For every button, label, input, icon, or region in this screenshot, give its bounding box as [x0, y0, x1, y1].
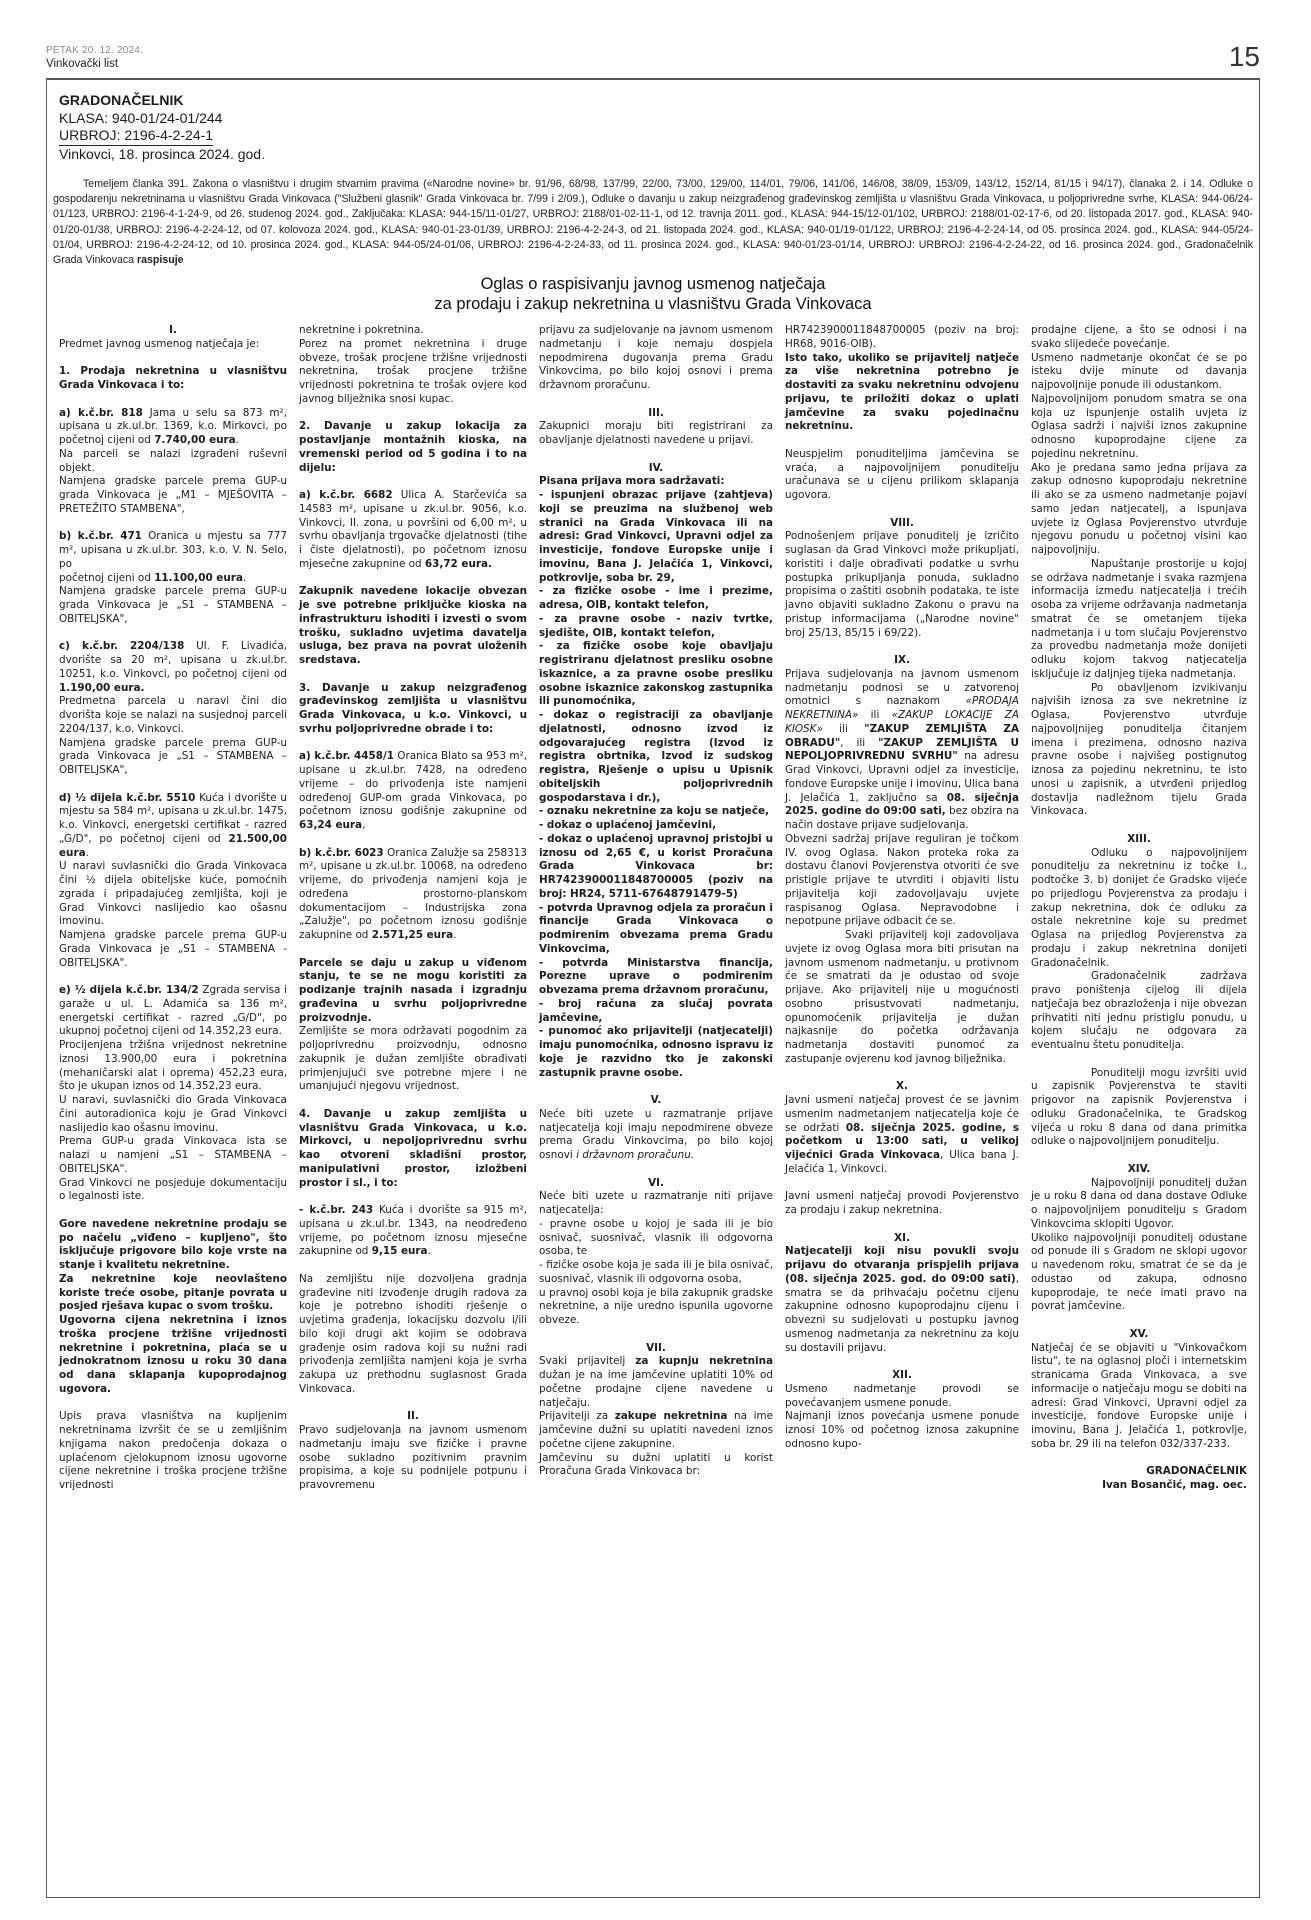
section-heading	[539, 1094, 773, 1108]
text-segment: Zgrada servisa i garaže u ul. L. Adamića sa 136 m², energetski certifikat - razred „G/D", po ukupnoj početnoj cijeni od 14.352,23 eura.	[59, 984, 287, 1038]
section-heading	[299, 1410, 527, 1424]
text-segment: Zemljište se mora održavati pogodnim za poljoprivrednu proizvodnju, odnosno zakupnik je dužan zemljište obrađivati primjenjujući sve potrebne mjere i ne umanjujući njegovu vrijednost.	[299, 1025, 527, 1093]
text-segment: - dokaz o uplaćenoj upravnoj pristojbi u iznosu od 2,65 €, u korist Proračuna Grada Vinkovaca br: HR7423900011848700005 (poziv na broj: HR24, 5711-67648791479-5)	[539, 832, 773, 900]
text-segment: i državnom proračunu.	[576, 1149, 695, 1162]
text-segment: V.	[650, 1094, 662, 1107]
text-segment: Temeljem članka 391. Zakona o vlasništvu i drugim stvarnim pravima («Narodne novine» br. 91/96, 68/98, 137/99, 22/00, 73/00, 129/00, 114/01, 79/06, 141/06, 146/08, 38/09, 153/09, 143/12, 152/14, 81/15 i 94/17), članaka 2. i 14. Odluke o gospodarenju nekretninama u vlasništvu Grada Vinkovaca ("Službeni glasnik" Grada Vinkovaca br. 7/99 i 2/09.), Odluke o davanju u zakup neizgrađenog građevinskog zemljišta u vlasništvu Grada Vinkovaca, u poljoprivredne svrhe, KLASA: 944-06/24-01/123, URBROJ: 2196-4-1-24-9, od 26. studenog 2024. god., Zaključaka: KLASA: 944-15/11-01/27, URBROJ: 2188/01-02-11-1, od 12. travnja 2011. god., KLASA: 944-15/12-01/102, URBROJ: 2188/01-02-17-6, od 20. listopada 2017. god., KLASA: 940-01/20-01/38, URBROJ: 2196-4-2-24-12, od 07. kolovoza 2024. god., KLASA: 940-01-23-01/39, URBROJ: 2196-4-2-24-3, od 21. listopada 2024. god., KLASA: 940-01/19-01/122, URBROJ: 2196-4-2-24-14, od 05. prosinca 2024. god., KLASA: 944-05/24-01/04, URBROJ: 2196-4-2-24-12, od 10. prosinca 2024. god., KLASA: 944-05/24-01/06, URBROJ: 2196-4-2-24-33, od 11. prosinca 2024. god., KLASA: 940-01/23-01/14, URBROJ: URBROJ: 2196-4-2-24-22, od 16. prosinca 2024. god., Gradonačelnik Grada Vinkovaca	[53, 178, 1253, 267]
paragraph	[299, 338, 527, 407]
text-segment: zakupe nekretnina	[614, 1410, 728, 1423]
issuer-urbroj: URBROJ: 2196-4-2-24-1	[59, 127, 213, 146]
text-segment: Grad Vinkovci ne posjeduje dokumentaciju o legalnosti iste.	[59, 1176, 287, 1203]
paragraph	[539, 324, 773, 393]
text-segment: II.	[407, 1410, 419, 1423]
paragraph	[299, 324, 527, 338]
text-segment: - potvrda Upravnog odjela za proračun i financije Grada Vinkovaca o podmirenim obvezama prema Gradu Vinkovcima,	[539, 901, 773, 955]
text-segment: Neće biti uzete u razmatranje prijave natjecatelja koji imaju nepodmirene obveze prema Gradu Vinkovcima, po bilo kojoj osnovi	[539, 1107, 773, 1162]
text-segment: Namjena gradske parcele prema GUP-u Grada Vinkovaca je „S1 – STAMBENA - OBITELJSKA".	[59, 929, 287, 969]
paragraph	[299, 420, 527, 475]
issuer-urbroj-row	[59, 110, 1253, 128]
paragraph	[59, 572, 287, 586]
paragraph	[1031, 352, 1247, 393]
paragraph	[59, 365, 287, 393]
issue-date: PETAK 20. 12. 2024.	[46, 45, 144, 56]
text-segment: - broj računa za slučaj povrata jamčevine,	[539, 997, 773, 1024]
section-heading	[785, 1080, 1019, 1094]
text-segment: za kupnju nekretnina	[635, 1355, 773, 1368]
paragraph	[299, 682, 527, 737]
text-segment: 1. Prodaja nekretnina u vlasništvu Grada Vinkovaca i to:	[59, 365, 287, 392]
paragraph	[539, 1259, 773, 1287]
text-segment: nekretnine i pokretnina.	[299, 324, 424, 337]
text-segment: dužan je na ime jamčevine uplatiti 10% od početne prodajne cijene navedene u natječaju.	[539, 1369, 773, 1409]
text-segment: Oranica Blato sa 953 m², upisane u zk.ul.br. 7428, na određeno vrijeme – do privođenja iste namjeni određenoj GUP-om grada Vinkovaca, po početnom iznosu godišnje zakupnine od	[299, 750, 527, 818]
text-segment: Ulica A. Starčevića sa 14583 m², upisane u zk.ul.br. 9056, k.o. Vinkovci, II. zona, u površini od 6,00 m², u svrhu obavljanja trgovačke djelatnosti (tihe i čiste djelatnosti), po početnom iznosu mjesečne zakupnine od	[299, 489, 527, 570]
text-segment: Oranica u mjestu sa 777 m², upisana u zk.ul.br. 303, k.o. V. N. Selo, po	[59, 530, 287, 570]
text-segment: Jamčevinu su dužni uplatiti u korist Proračuna Grada Vinkovaca br:	[539, 1451, 773, 1478]
paragraph	[785, 1410, 1019, 1451]
text-segment: XIV.	[1127, 1162, 1151, 1175]
section-heading	[539, 462, 773, 476]
text-column-3	[533, 324, 779, 1493]
text-segment: Podnošenjem prijave ponuditelj je izričito suglasan da Grad Vinkovci može prikupljati, koristiti i dalje obrađivati podatke u svrhu postupka prikupljanja ponuda, sukladno propisima o zaštiti osobnih podataka, te iste javno objaviti sukladno Zakonu o pravu na pristup informacijama („Narodne novine" broj 25/13, 85/15 i 69/22).	[785, 530, 1019, 639]
text-segment: I.	[169, 324, 177, 337]
paragraph	[1031, 1177, 1247, 1232]
paragraph	[299, 957, 527, 1026]
paragraph	[299, 489, 527, 572]
paragraph	[539, 1108, 773, 1163]
text-segment: Ako je predana samo jedna prijava za zakup odnosno kupoprodaju nekretnine ili ako se za usmeno nadmetanje pojavi samo jedan natjecatelj, a ispunjava uvjete iz Oglasa Povjerenstvo utvrđuje njegovu ponudu u početnoj visini kao najpovoljniju.	[1031, 461, 1247, 557]
paragraph	[59, 407, 287, 448]
text-segment: u pravnoj osobi koja je bila zakupnik gradske nekretnine, a nije uredno ispunila ugovorne obveze.	[539, 1286, 773, 1327]
text-segment: , ili	[840, 736, 879, 749]
paragraph	[1031, 393, 1247, 462]
paragraph	[299, 585, 527, 668]
masthead-left	[46, 44, 143, 72]
text-columns	[53, 324, 1253, 1493]
text-segment: Obvezni sadržaj prijave reguliran je točkom IV. ovog Oglasa. Nakon proteka roka za dostavu članovi Povjerenstva otvoriti će sve pristigle prijave te utvrditi i objaviti listu prijavitelja koji zadovoljavaju uvjete raspisanog Oglasa. Nepravodobne i nepotpune prijave odbacit će se.	[785, 832, 1019, 928]
text-segment: Namjena gradske parcele prema GUP-u grada Vinkovaca je „S1 – STAMBENA – OBITELJSKA",	[59, 585, 287, 625]
text-segment: Prijava sudjelovanja na javnom usmenom nadmetanju podnosi se u zatvorenoj omotnici s naznakom	[785, 667, 1019, 708]
text-segment: 4. Davanje u zakup zemljišta u vlasništvu Grada Vinkovaca, u k.o. Mirkovci, u nepoljoprivrednu svrhu kao otvoreni skladišni prostor, manipulativni prostor, izložbeni prostor i sl., i to:	[299, 1107, 527, 1189]
issuer-place-date: Vinkovci, 18. prosinca 2024. god.	[59, 145, 265, 162]
paragraph	[299, 1424, 527, 1493]
paragraph	[539, 613, 773, 641]
paragraph	[299, 847, 527, 943]
section-heading	[1031, 1328, 1247, 1342]
text-segment: Neuspjelim ponuditeljima jamčevina se vraća, a najpovoljnijem ponuditelju uračunava se u cijenu prilikom sklapanja ugovora.	[785, 447, 1019, 502]
text-column-5	[1025, 324, 1253, 1493]
text-segment: Parcele se daju u zakup u viđenom stanju, te se ne mogu koristiti za podizanje trajnih nasada i izgradnju građevina u svrhu poljoprivredne proizvodnje.	[299, 956, 527, 1024]
text-segment: XII.	[892, 1369, 912, 1382]
text-segment: Gore navedene nekretnine prodaju se po načelu „viđeno – kupljeno", što isključuje prigovore bilo koje vrste na stanje i kvalitetu nekretnine.	[59, 1217, 287, 1272]
text-segment: "ZAKUP ZEMLJIŠTA ZA OBRADU"	[785, 722, 1019, 749]
text-segment: Svaki prijavitelj	[539, 1355, 636, 1368]
paragraph	[539, 1190, 773, 1218]
paragraph	[59, 860, 287, 929]
text-segment: Usmeno nadmetanje provodi se povećavanjem usmene ponude.	[785, 1382, 1019, 1409]
paragraph	[539, 475, 773, 489]
text-segment: XI.	[894, 1231, 910, 1244]
text-segment: Isto tako, ukoliko se prijavitelj natječe za više nekretnina potrebno je dostaviti za svaku nekretninu odvojenu prijavu, te priložiti dokaz o uplati jamčevine za svaku pojedinačnu nekretninu.	[785, 351, 1019, 433]
text-segment: - fizičke osobe koja je sada ili je bila osnivač, suosnivač, vlasnik ili odgovorna osoba,	[539, 1259, 773, 1285]
text-segment: b) k.č.br. 471	[59, 530, 142, 543]
paragraph	[59, 1094, 287, 1135]
paragraph	[1031, 1479, 1247, 1493]
issuer-klasa: KLASA: 940-01/24-01/244	[59, 109, 223, 126]
text-segment: IV.	[648, 461, 664, 474]
paragraph	[59, 1177, 287, 1205]
paragraph	[299, 1273, 527, 1397]
paragraph	[59, 792, 287, 861]
text-segment: Oranica Zalužje sa 258313 m², upisane u zk.ul.br. 10068, na određeno vrijeme, do privođenja namjeni koja je određena prostorno-planskom dokumentacijom – Industrijska zona „Zalužje", po početnom iznosu godišnje zakupnine od	[299, 846, 527, 942]
text-segment: ,	[362, 819, 366, 832]
text-segment: Na parceli se nalazi izgrađeni ruševni objekt.	[59, 447, 287, 474]
text-segment: bez obzira na način dostave prijave sudjelovanja.	[785, 805, 1019, 832]
paragraph	[539, 805, 773, 819]
text-segment: Ul. F. Livadića, dvorište sa 20 m², upisana u zk.ul.br. 10251, k.o. Vinkovci, po početnoj cijeni od	[59, 640, 287, 680]
text-segment: Porez na promet nekretnina i druge obveze, trošak procjene tržišne vrijednosti nekretnina, trošak procjene tržišne vrijednosti pokretnina te trošak ovjere kod javnog bilježnika snosi kupac.	[299, 337, 527, 405]
paragraph	[539, 902, 773, 957]
text-column-1	[53, 324, 293, 1493]
text-segment: Predmet javnog usmenog natječaja je:	[59, 337, 260, 350]
text-segment: .	[453, 929, 457, 942]
text-segment: .	[85, 846, 89, 859]
text-segment: III.	[648, 406, 664, 419]
text-segment: - oznaku nekretnine za koju se natječe,	[539, 805, 769, 818]
paragraph	[59, 737, 287, 778]
text-segment: na adresu Grad Vinkovci, Upravni odjel za investicije, fondove Europske unije i imovinu, Ulica bana J. Jelačića 1, zaključno sa	[785, 750, 1019, 804]
text-segment: ili	[822, 722, 865, 735]
paragraph	[539, 640, 773, 709]
text-segment: - pravne osobe u kojoj je sada ili je bio osnivač, suosnivač, vlasnik ili odgovorna osoba, te	[539, 1217, 773, 1258]
text-segment: Neće biti uzete u razmatranje niti prijave natjecatelja:	[539, 1190, 773, 1217]
section-heading	[785, 1232, 1019, 1246]
paragraph	[539, 420, 773, 448]
text-segment: Zakupnici moraju biti registrirani za obavljanje djelatnosti navedene u prijavi.	[539, 420, 773, 447]
paragraph	[299, 1025, 527, 1094]
text-segment: 08. siječnja 2025. godine, s početkom u 13:00 sati, u velikoj vijećnici Grada Vinkovaca	[785, 1121, 1019, 1162]
paragraph	[785, 833, 1019, 929]
text-segment: VIII.	[890, 516, 914, 529]
text-segment: b) k.č.br. 6023	[299, 846, 384, 859]
section-heading	[785, 517, 1019, 531]
text-segment: Gradonačelnik zadržava pravo poništenja cijelog ili dijela natječaja bez obrazloženja i nije obvezan prihvatiti niti jednu pristiglu ponudu, u kojem slučaju ne odgovara za eventualnu štetu ponuditelja.	[1031, 970, 1247, 1052]
paragraph	[539, 1410, 773, 1451]
paragraph	[1031, 1067, 1247, 1150]
text-segment: Namjena gradske parcele prema GUP-u grada Vinkovaca je „S1 – STAMBENA – OBITELJSKA",	[59, 736, 287, 777]
text-segment: Prema GUP-u grada Vinkovaca ista se nalazi u namjeni „S1 – STAMBENA – OBITELJSKA".	[59, 1135, 287, 1175]
text-segment: VII.	[646, 1341, 666, 1354]
paragraph	[1031, 847, 1247, 971]
text-segment: prijavu za sudjelovanje na javnom usmenom nadmetanju i koje nemaju dospjela nepodmirena dugovanja prema Gradu Vinkovcima, po bilo kojoj osnovi i prema državnom proračunu.	[539, 324, 773, 392]
text-segment: «ZAKUP LOKACIJE ZA KIOSK»	[785, 709, 1019, 735]
text-segment: - za fizičke osobe - ime i prezime, adresa, OIB, kontakt telefon,	[539, 585, 773, 612]
paragraph	[299, 1108, 527, 1191]
text-segment: Svaki prijavitelj koji zadovoljava uvjete iz ovog Oglasa mora biti prisutan na javnom usmenom nadmetanju, u protivnom će se smatrati da je odustao od svoje prijave. Ako prijavitelj nije u mogućnosti osobno prisustvovati nadmetanju, opunomoćenik prijavitelja je dužan najkasnije do početka održavanja nadmetanja dostaviti punomoć za zastupanje ovjerenu kod javnog bilježnika.	[785, 929, 1019, 1065]
paragraph	[59, 640, 287, 695]
paragraph	[785, 1190, 1019, 1218]
text-segment: e) ½ dijela k.č.br. 134/2	[59, 984, 199, 997]
paragraph	[59, 1218, 287, 1273]
section-heading	[539, 407, 773, 421]
paragraph	[1031, 1342, 1247, 1452]
text-segment: IX.	[894, 654, 910, 667]
text-segment: 2. Davanje u zakup lokacija za postavljanje montažnih kioska, na vremenski period od 5 godina i to na dijelu:	[299, 420, 527, 474]
text-segment: 3. Davanje u zakup neizgrađenog građevinskog zemljišta u vlasništvu Grada Vinkovaca, u k.o. Vinkovci, u svrhu poljoprivredne obrade i to:	[299, 681, 527, 735]
paragraph	[539, 1025, 773, 1080]
paragraph	[1031, 462, 1247, 558]
paragraph	[539, 819, 773, 833]
text-segment: Na zemljištu nije dozvoljena gradnja građevine niti izvođenje drugih radova za koje je potrebno ishoditi rješenje o uvjetima građenja, lokacijsku dozvolu i/ili bilo koji drugi akt kojim se odobrava građenje osim radova koji su nužni radi privođenja zemljišta namjeni koja je svrha zakupa uz prethodnu suglasnost Grada Vinkovaca.	[299, 1272, 527, 1395]
section-heading	[1031, 1163, 1247, 1177]
paragraph	[785, 530, 1019, 640]
text-segment: Natjecatelji koji nisu povukli svoju prijavu do otvaranja prispjelih prijava (08. siječnja 2025. god. do 09:00 sati)	[785, 1245, 1019, 1285]
text-segment: Ponuditelji mogu izvršiti uvid u zapisnik Povjerenstva te staviti prigovor na zapisnik Povjerenstva i odluku Gradonačelnika, te Gradskog vijeća u roku 8 dana od dana primitka odluke o najpovoljnijem ponuditelju.	[1031, 1066, 1247, 1148]
text-segment: a) k.č.br. 4458/1	[299, 750, 394, 763]
paragraph	[1031, 324, 1247, 352]
text-segment: Ivan Bosančić, mag. oec.	[1102, 1479, 1247, 1492]
text-segment: Kuća i dvorište u mjestu sa 584 m², upisana u zk.ul.br. 1475, k.o. Vinkovci, energetski certifikat - razred „G/D", po početnoj cijeni od	[59, 791, 287, 845]
text-segment: 1.190,00 eura.	[59, 681, 145, 694]
text-segment: ili	[858, 709, 892, 722]
section-heading	[785, 1369, 1019, 1383]
section-heading	[785, 654, 1019, 668]
text-segment: 08. siječnja 2025. godine do 09:00 sati,	[785, 791, 1019, 818]
paragraph	[59, 695, 287, 736]
paragraph	[299, 750, 527, 833]
paragraph	[59, 1039, 287, 1094]
paragraph	[299, 1204, 527, 1259]
text-segment: HR7423900011848700005 (poziv na broj: HR68, 9016-OIB).	[785, 324, 1019, 350]
text-segment: Prijavitelji za	[539, 1410, 615, 1423]
text-segment: raspisuje	[137, 254, 184, 267]
section-heading	[539, 1177, 773, 1191]
text-segment: c) k.č.br. 2204/138	[59, 640, 185, 653]
text-segment: - za fizičke osobe koje obavljaju registriranu djelatnost presliku osobne iskaznice, a za pravne osobe presliku osobne iskaznice zakonskog zastupnika ili punomoćnika,	[539, 640, 773, 708]
section-heading	[539, 1342, 773, 1356]
text-segment: Jama u selu sa 873 m², upisana u zk.ul.br. 1369, k.o. Mirkovci, po početnoj cijeni od	[59, 406, 287, 447]
paragraph	[785, 929, 1019, 1067]
paragraph	[59, 984, 287, 1039]
paragraph	[59, 1273, 287, 1314]
text-segment: X.	[896, 1080, 908, 1093]
text-segment: Pravo sudjelovanja na javnom usmenom nadmetanju imaju sve fizičke i pravne osobe sukladno pozitivnim pravnim propisima, a koje su podnijele potpunu i pravovremenu	[299, 1424, 527, 1492]
paragraph	[785, 352, 1019, 435]
text-segment: a) k.č.br. 818	[59, 406, 143, 419]
text-segment: 63,24 eura	[299, 819, 363, 832]
text-segment: Za nekretnine koje neovlašteno koriste treće osobe, pitanje povrata u posjed rješava kupac o svom trošku.	[59, 1272, 287, 1313]
paragraph	[1031, 1232, 1247, 1315]
paragraph	[785, 448, 1019, 503]
text-segment: Po obavljenom izvikivanju najviših iznosa za sve nekretnine iz Oglasa, Povjerenstvo utvrđuje najpovoljnijeg ponuditelja čitanjem imena i prezimena, odnosno naziva pravne osobe i najvišeg postignutog iznosa za pojedinu nekretninu, te isto unosi u zapisnik, a utvrđeni prijedlog dostavlja nadležnom tijelu Grada Vinkovaca.	[1031, 681, 1247, 818]
text-segment: - potvrda Ministarstva financija, Porezne uprave o podmirenim obvezama prema državnom proračunu,	[539, 956, 773, 997]
text-segment: GRADONAČELNIK	[1146, 1465, 1247, 1478]
newspaper-name: Vinkovački list	[46, 58, 119, 70]
text-segment: - za pravne osobe - naziv tvrtke, sjedište, OIB, kontakt telefon,	[539, 612, 773, 639]
paragraph	[1031, 558, 1247, 682]
masthead	[46, 40, 1260, 78]
paragraph	[1031, 970, 1247, 1053]
text-segment: «PRODAJA NEKRETNINA»	[785, 695, 1019, 722]
text-segment: Namjena gradske parcele prema GUP-u grada Vinkovaca je „M1 – MJEŠOVITA – PRETEŽITO STAMBENA",	[59, 475, 287, 515]
preamble	[53, 177, 1253, 268]
paragraph	[539, 1452, 773, 1480]
paragraph	[539, 998, 773, 1026]
paragraph	[785, 324, 1019, 352]
text-segment: početnoj cijeni od	[59, 571, 155, 584]
text-segment: .	[242, 571, 247, 584]
text-segment: Javni usmeni natječaj provest će se javnim usmenim nadmetanjem natjecatelja koje će se održati	[785, 1094, 1019, 1134]
text-segment: Kuća i dvorište sa 915 m², upisana u zk.ul.br. 1343, na neodređeno vrijeme, po početnom iznosu mjesečne zakupnine od	[299, 1204, 527, 1258]
text-segment: XV.	[1129, 1327, 1149, 1340]
paragraph	[1031, 682, 1247, 820]
text-segment: - k.č.br. 243	[299, 1204, 374, 1217]
text-segment: Najpovoljnijom ponudom smatra se ona koja uz ispunjenje ostalih uvjeta iz Oglasa sadrži i najviši iznos zakupnine odnosno kupoprodajne cijene za pojedinu nekretninu.	[1031, 392, 1247, 460]
paragraph	[539, 585, 773, 613]
section-heading	[1031, 833, 1247, 847]
text-column-2	[293, 324, 533, 1493]
text-segment: 11.100,00 eura	[154, 571, 243, 584]
paragraph	[539, 709, 773, 805]
notice-title-line-2: za prodaju i zakup nekretnina u vlasništvu Grada Vinkovaca	[434, 295, 872, 314]
text-segment: Ukoliko najpovoljniji ponuditelj odustane od ponude ili s Gradom ne sklopi ugovor u navedenom roku, smatrat će se da je odustao od zakupa, odnosno kupoprodaje, te neće imati pravo na povrat jamčevine.	[1031, 1231, 1247, 1313]
text-segment: 63,72 eura.	[424, 557, 492, 570]
text-segment: Predmetna parcela u naravi čini dio dvorišta koje se nalazi na susjednoj parceli 2204/137, k.o. Vinkovci.	[59, 695, 287, 735]
text-segment: .	[427, 1245, 431, 1258]
issuer-block	[59, 92, 1253, 163]
text-segment: , smatra se da prihvaćaju početnu cijenu zakupnine odnosno kupoprodajnu cijenu i obvezni su sudjelovati u postupku javnog usmenog nadmetanja za nekretninu za koju su dostavili prijavu.	[785, 1272, 1019, 1354]
text-segment: Ugovorna cijena nekretnina i iznos troška procjene tržišne vrijednosti nekretnine i pokretnina, plaća se u jednokratnom iznosu u roku 30 dana od dana sklapanja kupoprodajnog ugovora.	[59, 1314, 287, 1395]
text-segment: Najmanji iznos povećanja usmene ponude iznosi 10% od početnog iznosa zakupnine odnosno kupo-	[785, 1410, 1019, 1450]
paragraph	[539, 957, 773, 998]
paragraph	[59, 530, 287, 571]
text-segment: Odluku o najpovoljnijem ponuditelju za nekretninu iz točke I., podtočke 3. b) donijet će Gradsko vijeće po prijedlogu Povjerenstva za prodaju i zakup nekretnina, dok će odluku za ostale nekretnine koje su predmet Oglasa na prijedlog Povjerenstva za prodaju i zakup nekretnina donijeti Gradonačelnik.	[1031, 846, 1247, 969]
text-column-4	[779, 324, 1025, 1493]
paragraph	[59, 1135, 287, 1176]
paragraph	[59, 338, 287, 352]
text-segment: Pisana prijava mora sadržavati:	[539, 475, 725, 488]
text-segment: - punomoć ako prijavitelji (natjecatelji) imaju punomoćnika, odnosno ispravu iz koje je razvidno tko je zakonski zastupnik pravne osobe.	[539, 1025, 773, 1079]
text-segment: na ime jamčevine dužni su uplatiti navedeni iznos početne cijene zakupnine.	[539, 1410, 773, 1450]
text-segment: Napuštanje prostorije u kojoj se održava nadmetanje i svaka razmjena informacija između natjecatelja i trećih osoba za vrijeme održavanja nadmetanja smatrat će se ometanjem tijeka nadmetanja i u tom slučaju Povjerenstvo za provedbu nadmetanja može donijeti odluku kojom takvog natjecatelja isključuje iz daljnjeg tijeka nadmetanja.	[1031, 557, 1247, 680]
paragraph	[59, 585, 287, 626]
text-segment: "ZAKUP ZEMLJIŠTA U NEPOLJOPRIVREDNU SVRHU"	[785, 736, 1019, 763]
section-heading	[59, 324, 287, 338]
text-segment: Najpovoljniji ponuditelj dužan je u roku 8 dana od dana dostave Odluke o najpovoljnijem ponuditelju s Gradom Vinkovcima sklopiti Ugovor.	[1031, 1176, 1247, 1230]
paragraph	[539, 489, 773, 585]
text-segment: U naravi suvlasnički dio Grada Vinkovaca čini ½ dijela obiteljske kuće, pomoćnih zgrada i pripadajućeg zemljišta, koji je Grad Vinkovci naslijedio kao ošasnu imovinu.	[59, 860, 287, 928]
paragraph	[1031, 1465, 1247, 1479]
paragraph	[539, 1355, 773, 1410]
notice-title-line-1: Oglas o raspisivanju javnog usmenog natječaja	[480, 275, 826, 294]
text-segment: Natječaj će se objaviti u "Vinkovačkom listu", te na oglasnoj ploči i internetskim stranicama Grada Vinkovaca, a sve informacije o natječaju mogu se dobiti na adresi: Grad Vinkovci, Upravni odjel za investicije, fondove Europske unije i imovinu, Bana J. Jelačića 1, potkrovlje, soba br. 29 ili na telefon 032/337-233.	[1031, 1341, 1247, 1450]
text-segment: Usmeno nadmetanje okončat će se po isteku dvije minute od davanja najpovoljnije ponude ili odustankom.	[1031, 351, 1247, 392]
text-segment: - dokaz o registraciji za obavljanje djelatnosti, odnosno izvod iz odgovarajućeg registra (Izvod iz registra obrtnika, Izvod iz sudskog registra, Rješenje o upisu u Upisnik obiteljskih poljoprivrednih gospodarstava i dr.),	[539, 709, 773, 804]
text-segment: U naravi, suvlasnički dio Grada Vinkovaca čini autoradionica koju je Grad Vinkovci naslijedio kao ošasnu imovinu.	[59, 1094, 287, 1134]
text-segment: Upis prava vlasništva na kupljenim nekretninama izvršit će se u zemljišnim knjigama nakon predočenja dokaza o uplaćenom cjelokupnom iznosu ugovorne cijene nekretnine i troška procjene tržišne vrijednosti	[59, 1410, 287, 1492]
issuer-urbroj-wrap	[59, 127, 1253, 146]
issuer-office: GRADONAČELNIK	[59, 92, 184, 108]
paragraph	[785, 1094, 1019, 1177]
text-segment: - ispunjeni obrazac prijave (zahtjeva) koji se preuzima na službenoj web stranici na Grada Vinkovaca ili na adresi: Grad Vinkovci, Upravni odjel za investicije, fondove Europske unije i imovinu, Bana J. Jelačića 1, Vinkovci, potkrovlje, soba br. 29,	[539, 489, 773, 584]
text-segment: , Ulica bana J. Jelačića 1, Vinkovci.	[785, 1149, 1019, 1175]
text-segment: 21.500,00 eura	[59, 832, 287, 859]
paragraph	[785, 1245, 1019, 1355]
paragraph	[785, 1383, 1019, 1411]
text-segment: Zakupnik navedene lokacije obvezan je sve potrebne priključke kioska na infrastrukturu ishoditi i izvesti o svom trošku, sukladno uvjetima davatelja usluga, bez prava na povrat uloženih sredstava.	[299, 585, 527, 667]
paragraph	[59, 1314, 287, 1397]
paragraph	[539, 1287, 773, 1328]
text-segment: prodajne cijene, a što se odnosi i na svako slijedeće povećanje.	[1031, 324, 1247, 350]
text-segment: 2.571,25 eura	[371, 929, 454, 942]
text-segment: XIII.	[1127, 832, 1151, 845]
paragraph	[539, 1218, 773, 1259]
text-segment: VI.	[648, 1176, 664, 1189]
text-segment: Javni usmeni natječaj provodi Povjerenstvo za prodaju i zakup nekretnina.	[785, 1190, 1019, 1217]
paragraph	[539, 833, 773, 902]
text-segment: .	[235, 434, 239, 447]
text-segment: Procijenjena tržišna vrijednost nekretnine iznosi 13.900,00 eura i pokretnina (mehaničarski alat i oprema) 452,23 eura, što je ukupan iznos od 14.352,23 eura.	[59, 1039, 287, 1093]
paragraph	[59, 448, 287, 476]
text-segment: d) ½ dijela k.č.br. 5510	[59, 791, 196, 804]
text-segment: 9,15 eura	[371, 1245, 428, 1258]
text-segment: a) k.č.br. 6682	[299, 489, 393, 502]
text-segment: 7.740,00 eura	[154, 434, 236, 447]
notice-frame	[46, 78, 1260, 1898]
paragraph	[59, 475, 287, 516]
paragraph	[59, 1410, 287, 1493]
paragraph	[785, 668, 1019, 833]
paragraph	[59, 929, 287, 970]
text-segment: - dokaz o uplaćenoj jamčevini,	[539, 819, 717, 832]
notice-title	[53, 274, 1253, 314]
page-number: 15	[1228, 41, 1260, 72]
